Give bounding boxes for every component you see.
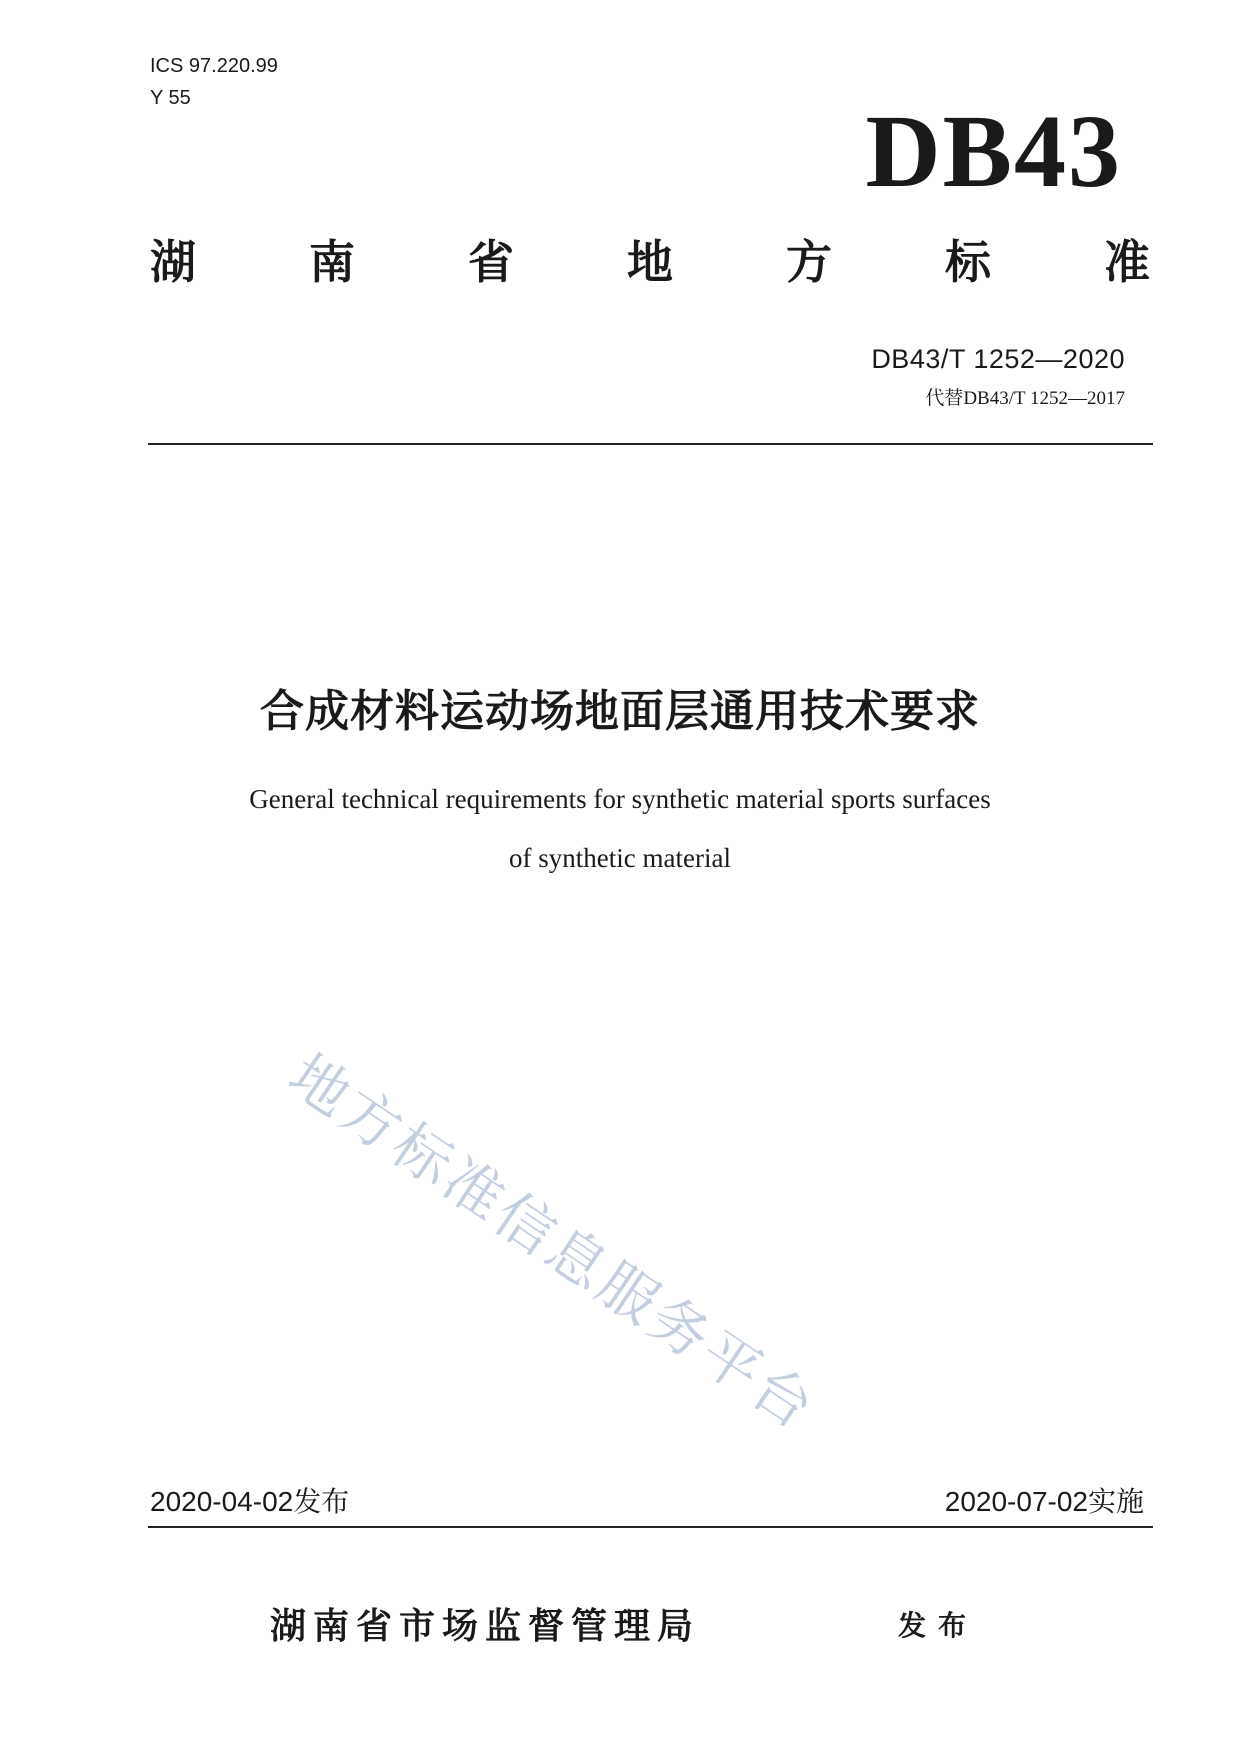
standard-type-char: 准 xyxy=(1104,235,1150,289)
bottom-divider xyxy=(148,1526,1153,1528)
ccs-code: Y 55 xyxy=(150,87,191,109)
publisher: 湖南省市场监督管理局 xyxy=(270,1606,701,1647)
top-divider xyxy=(148,443,1153,445)
ics-code: ICS 97.220.99 xyxy=(150,55,278,77)
standard-type-char: 标 xyxy=(945,235,991,289)
standard-type-heading xyxy=(150,232,1150,292)
replaces-note: 代替DB43/T 1252—2017 xyxy=(925,388,1125,409)
title-chinese: 合成材料运动场地面层通用技术要求 xyxy=(260,686,980,737)
standard-number: DB43/T 1252—2020 xyxy=(871,344,1125,374)
publish-label: 发布 xyxy=(898,1609,979,1642)
issue-date: 2020-04-02发布 xyxy=(150,1486,350,1517)
implementation-date: 2020-07-02实施 xyxy=(944,1486,1144,1517)
standard-type-char: 方 xyxy=(786,235,832,289)
title-english-line2: of synthetic material xyxy=(509,843,731,873)
classification-codes xyxy=(150,50,278,114)
standard-type-char: 湖 xyxy=(150,235,196,289)
title-english-line1: General technical requirements for synthetic material sports surfaces xyxy=(249,784,991,814)
standard-type-char: 省 xyxy=(468,235,514,289)
standard-type-char: 南 xyxy=(309,235,355,289)
standard-type-char: 地 xyxy=(627,235,673,289)
watermark: 地方标准信息服务平台 xyxy=(276,1040,829,1444)
db-logo: DB43 xyxy=(865,94,1122,209)
